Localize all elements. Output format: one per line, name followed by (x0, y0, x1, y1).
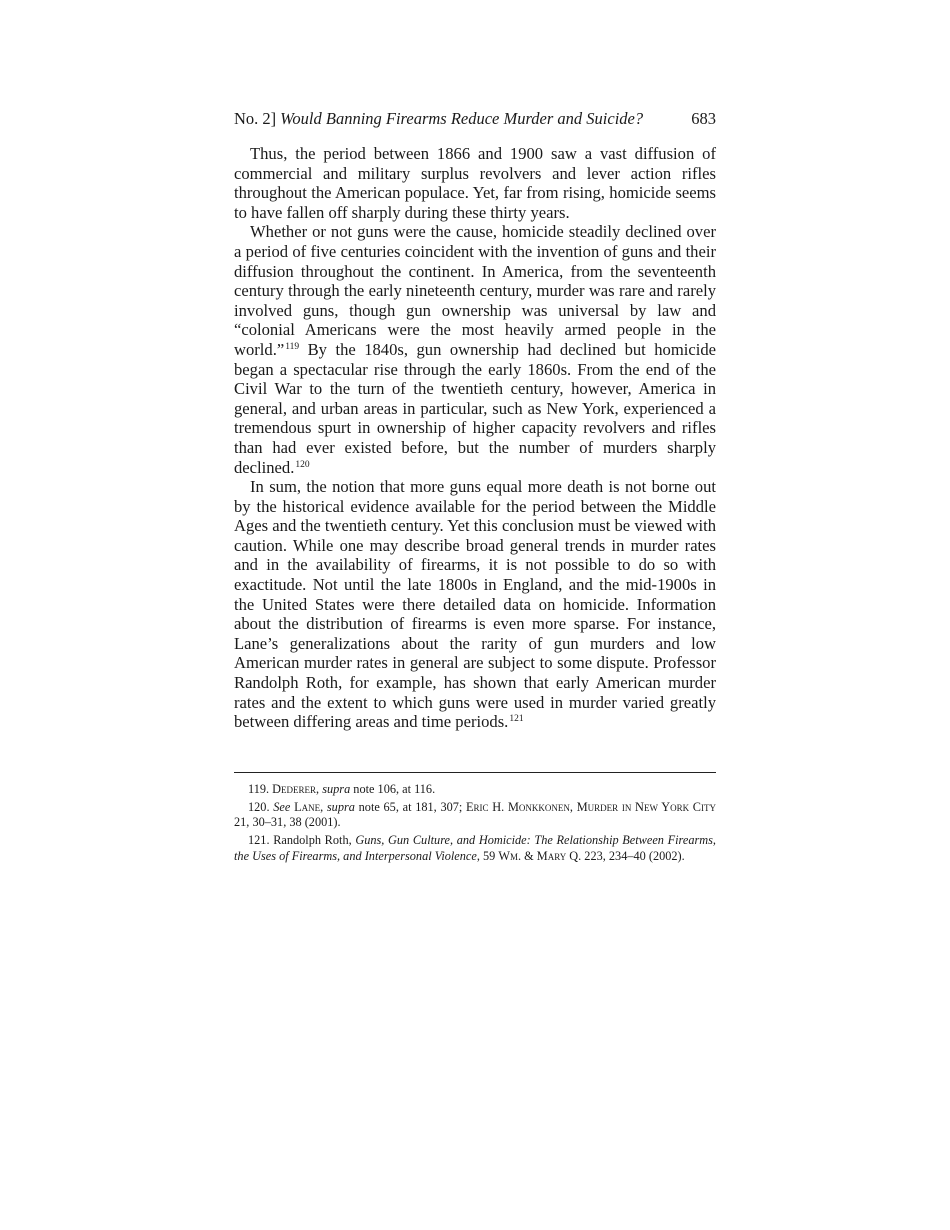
footnote-119-number: 119. (248, 781, 270, 796)
paragraph-1-text: Thus, the period between 1866 and 1900 saw a vast diffusion of commercial and military surplus revolvers and lever action rifles throughout the American populace. Yet, far from rising, homicide seems to have fallen off sharply during these thirty years. (234, 144, 716, 222)
article-title: Would Banning Firearms Reduce Murder and Suicide? (280, 109, 644, 128)
footnote-120-supra: supra (326, 800, 355, 815)
page-number: 683 (691, 109, 716, 128)
footnote-121-number: 121. (248, 833, 270, 848)
footnote-121 (234, 833, 716, 863)
body-text (234, 144, 716, 732)
footnote-119: 119. Dederer, supra note 106, at 116. (248, 781, 436, 796)
footnote-120-see: See (273, 800, 291, 815)
footnote-121-mid: , 59 (476, 848, 499, 863)
running-head (234, 108, 716, 130)
paragraph-2-text-middle: By the 1840s, gun ownership had declined but homicide began a spectacular rise through the early 1860s. From the end of the Civil War to the turn of the twentieth century, however, America in general, and urban areas in particular, such as New York, experienced a tremendous spurt in ownership of higher capacity revolvers and rifles than had ever existed before, but the number of murders sharply declined. (234, 339, 716, 477)
paragraph-3-text: In sum, the notion that more guns equal more death is not borne out by the historical evidence available for the period between the Middle Ages and the twentieth century. Yet this conclusion must be viewed with caution. While one may describe broad general trends in murder rates and in the availability of firearms, it is not possible to do so with exactitude. Not until the late 1800s in England, and the mid-1900s in the United States were there detailed data on homicide. Information about the distribution of firearms is even more sparse. For instance, Lane’s generalizations about the rarity of gun murders and low American murder rates in general are subject to some dispute. Professor Randolph Roth, for example, has shown that early American murder rates and the extent to which guns were used in murder varied greatly between differing areas and time periods. (234, 477, 716, 732)
paragraph-3 (234, 477, 716, 732)
paragraph-1 (234, 144, 716, 222)
footnote-121-rest: 223, 234–40 (2002). (581, 848, 685, 863)
footnote-divider (234, 772, 716, 773)
footnote-ref-119[interactable]: 119 (285, 341, 300, 352)
issue-number: No. 2] (234, 109, 277, 128)
footnote-120: 120. See Lane, supra note 65, at 181, 307; Eric H. Monkkonen, Murder in New York City 21, 30–31, 38 (2001). (234, 800, 716, 830)
paragraph-2-text-before: Whether or not guns were the cause, homicide steadily declined over a period of five centuries coincident with the invention of guns and their diffusion throughout the continent. In America, from the seventeenth century through the early nineteenth century, murder was rare and rarely involved guns, though gun ownership was universal by law and “colonial Americans were the most heavily armed people in the world.” (234, 222, 716, 359)
footnote-119-rest: note 106, at 116. (350, 781, 436, 796)
footnote-120-mid: note 65, at 181, 307; (354, 800, 467, 815)
footnote-121-author: Randolph Roth, (273, 833, 356, 848)
footnote-120-number: 120. (248, 800, 270, 815)
footnote-119-author: Dederer (272, 781, 317, 796)
footnote-120-author2: Eric H. Monkkonen (466, 800, 570, 815)
footnotes (234, 782, 716, 864)
footnote-120-book-title: Murder in New York City (576, 800, 716, 815)
footnote-121-journal: Wm. & Mary Q. (498, 848, 582, 863)
document-page (234, 108, 716, 867)
footnote-120-author1: Lane (294, 800, 321, 815)
footnote-ref-121[interactable]: 121 (509, 714, 524, 725)
running-head-left (234, 108, 643, 130)
footnote-119-supra: supra (322, 781, 351, 796)
paragraph-2 (234, 222, 716, 477)
footnote-120-rest: 21, 30–31, 38 (2001). (234, 815, 341, 830)
footnote-121-article-title: Guns, Gun Culture, and Homicide: The Relationship Between Firearms, the Uses of Firearms, and Interpersonal Violence (234, 833, 716, 863)
footnote-ref-120[interactable]: 120 (295, 459, 310, 470)
